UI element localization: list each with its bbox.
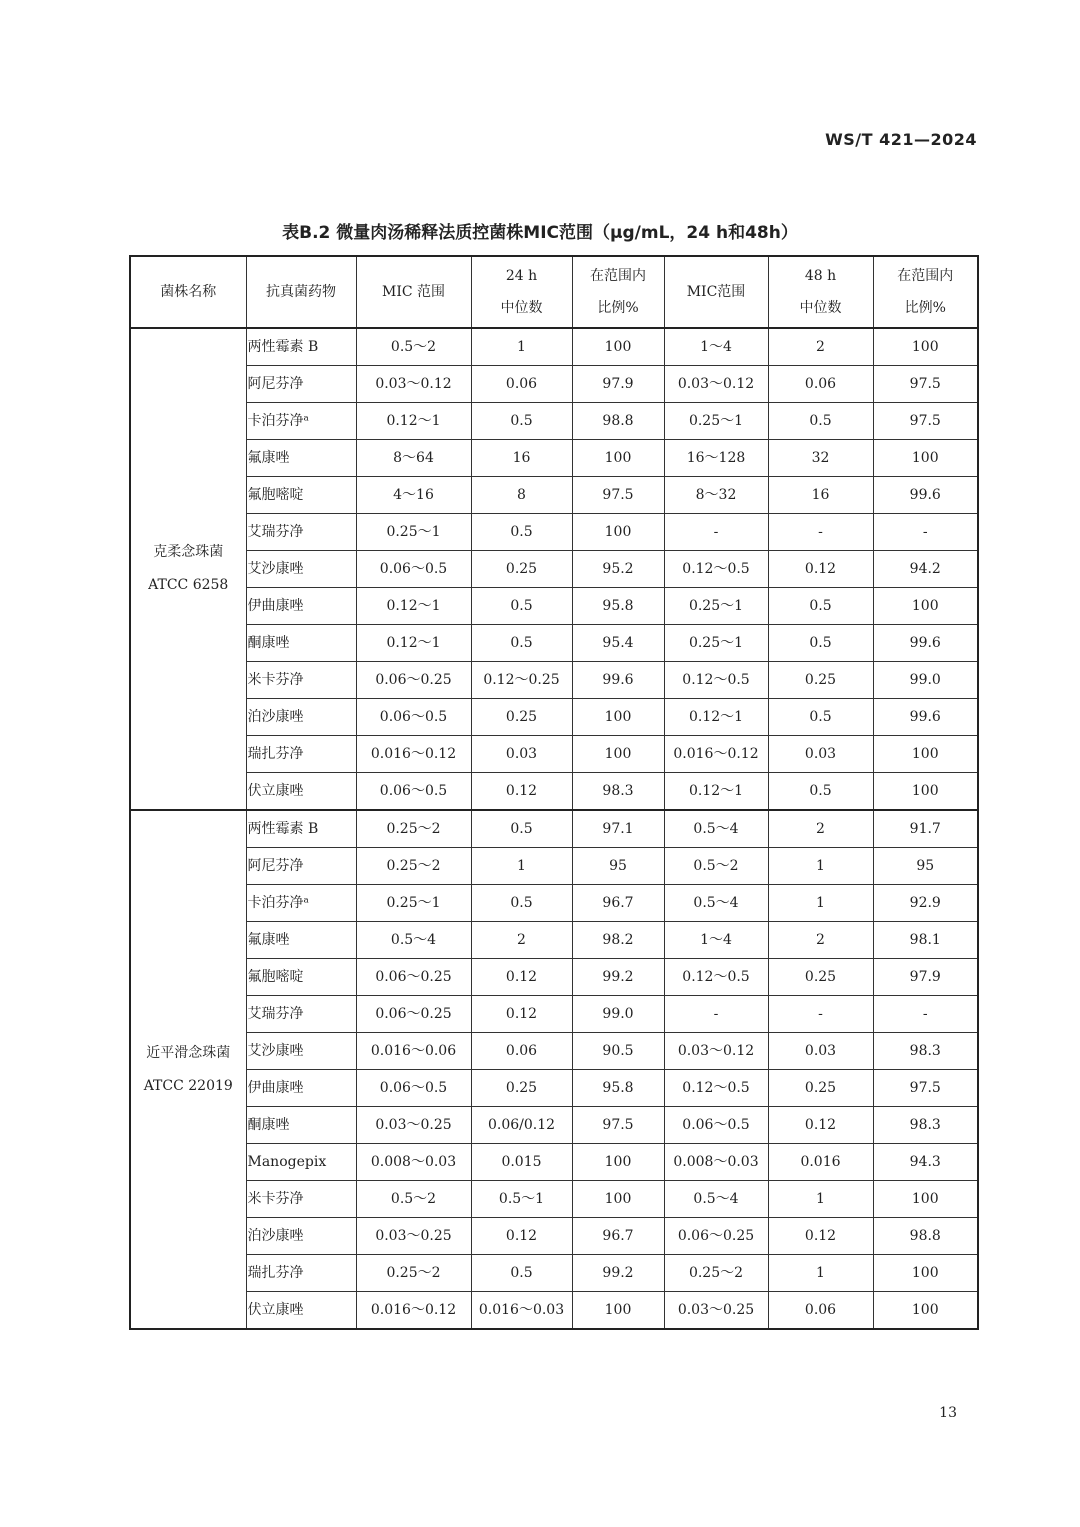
value-cell: 0.12 xyxy=(471,1218,572,1255)
value-cell: 0.12～1 xyxy=(664,699,768,736)
column-header-line: 在范围内 xyxy=(897,268,954,284)
value-cell: 97.5 xyxy=(873,1070,978,1107)
value-cell: 92.9 xyxy=(873,885,978,922)
value-cell: 1 xyxy=(768,885,873,922)
table-row xyxy=(130,1107,978,1144)
value-cell: 0.12 xyxy=(768,551,873,588)
value-cell: 0.06～0.25 xyxy=(356,996,471,1033)
qc-mic-table xyxy=(129,255,979,1330)
strain-name-cell xyxy=(130,810,246,1329)
value-cell: 100 xyxy=(572,736,664,773)
drug-name-cell: 伏立康唑 xyxy=(246,773,356,811)
value-cell: 99.6 xyxy=(873,477,978,514)
value-cell: 97.5 xyxy=(572,1107,664,1144)
value-cell: 2 xyxy=(768,328,873,366)
column-header xyxy=(471,256,572,328)
drug-name-cell: 伊曲康唑 xyxy=(246,588,356,625)
value-cell: 0.25～1 xyxy=(356,514,471,551)
value-cell: 0.5 xyxy=(768,625,873,662)
drug-name-cell: 氟胞嘧啶 xyxy=(246,477,356,514)
value-cell: 100 xyxy=(873,1255,978,1292)
value-cell: 0.25～2 xyxy=(356,810,471,848)
value-cell: 96.7 xyxy=(572,885,664,922)
value-cell: 1～4 xyxy=(664,922,768,959)
drug-name-cell: 艾瑞芬净 xyxy=(246,514,356,551)
drug-name-cell: 卡泊芬净ᵃ xyxy=(246,885,356,922)
value-cell: 0.12～1 xyxy=(356,403,471,440)
value-cell: 0.12～0.5 xyxy=(664,1070,768,1107)
column-header-line: 比例% xyxy=(904,300,946,316)
value-cell: 0.25 xyxy=(471,1070,572,1107)
value-cell: 0.03～0.25 xyxy=(356,1218,471,1255)
table-row xyxy=(130,922,978,959)
value-cell: 0.06～0.25 xyxy=(664,1218,768,1255)
column-header-line: 中位数 xyxy=(500,300,543,316)
drug-name-cell: Manogepix xyxy=(246,1144,356,1181)
value-cell: 100 xyxy=(572,440,664,477)
value-cell: 0.03～0.25 xyxy=(664,1292,768,1330)
value-cell: 1～4 xyxy=(664,328,768,366)
value-cell: 0.12～0.5 xyxy=(664,959,768,996)
value-cell: 0.25～2 xyxy=(356,848,471,885)
value-cell: 2 xyxy=(768,810,873,848)
drug-name-cell: 伊曲康唑 xyxy=(246,1070,356,1107)
value-cell: 100 xyxy=(572,1181,664,1218)
column-header-line: 中位数 xyxy=(799,300,842,316)
value-cell: - xyxy=(768,996,873,1033)
value-cell: 99.0 xyxy=(873,662,978,699)
value-cell: 8～64 xyxy=(356,440,471,477)
value-cell: 0.06～0.25 xyxy=(356,662,471,699)
value-cell: 0.03～0.12 xyxy=(356,366,471,403)
value-cell: 0.12 xyxy=(471,959,572,996)
table-row xyxy=(130,1033,978,1070)
value-cell: 0.25 xyxy=(768,662,873,699)
value-cell: 0.016 xyxy=(768,1144,873,1181)
value-cell: 94.3 xyxy=(873,1144,978,1181)
value-cell: 99.2 xyxy=(572,1255,664,1292)
table-row xyxy=(130,662,978,699)
value-cell: 0.5 xyxy=(471,625,572,662)
table-row xyxy=(130,588,978,625)
value-cell: 0.25 xyxy=(471,699,572,736)
column-header-line: 抗真菌药物 xyxy=(266,284,336,300)
strain-name-cell xyxy=(130,328,246,810)
value-cell: - xyxy=(873,514,978,551)
value-cell: 1 xyxy=(471,328,572,366)
column-header-line: 24 h xyxy=(505,268,538,284)
value-cell: 2 xyxy=(768,922,873,959)
value-cell: 100 xyxy=(572,699,664,736)
value-cell: 94.2 xyxy=(873,551,978,588)
value-cell: 0.5～1 xyxy=(471,1181,572,1218)
value-cell: 0.008～0.03 xyxy=(664,1144,768,1181)
table-row xyxy=(130,440,978,477)
value-cell: 0.5～2 xyxy=(356,1181,471,1218)
value-cell: 0.06～0.5 xyxy=(356,699,471,736)
value-cell: 98.8 xyxy=(873,1218,978,1255)
value-cell: 2 xyxy=(471,922,572,959)
value-cell: 0.12～1 xyxy=(664,773,768,811)
drug-name-cell: 艾沙康唑 xyxy=(246,551,356,588)
drug-name-cell: 阿尼芬净 xyxy=(246,366,356,403)
value-cell: 100 xyxy=(873,1181,978,1218)
value-cell: 95.8 xyxy=(572,1070,664,1107)
value-cell: - xyxy=(768,514,873,551)
value-cell: 0.25～1 xyxy=(356,885,471,922)
table-row xyxy=(130,885,978,922)
value-cell: 95.2 xyxy=(572,551,664,588)
value-cell: 0.5 xyxy=(471,810,572,848)
value-cell: - xyxy=(664,996,768,1033)
value-cell: 16 xyxy=(768,477,873,514)
drug-name-cell: 瑞扎芬净 xyxy=(246,736,356,773)
value-cell: 0.06～0.5 xyxy=(356,773,471,811)
value-cell: 0.12 xyxy=(768,1107,873,1144)
value-cell: 95 xyxy=(572,848,664,885)
value-cell: 0.25 xyxy=(471,551,572,588)
value-cell: 0.03～0.25 xyxy=(356,1107,471,1144)
drug-name-cell: 米卡芬净 xyxy=(246,662,356,699)
value-cell: 0.016～0.06 xyxy=(356,1033,471,1070)
value-cell: 0.5 xyxy=(471,588,572,625)
table-row xyxy=(130,996,978,1033)
value-cell: 0.03 xyxy=(471,736,572,773)
value-cell: 100 xyxy=(873,328,978,366)
value-cell: 0.016～0.12 xyxy=(356,736,471,773)
value-cell: 99.2 xyxy=(572,959,664,996)
drug-name-cell: 酮康唑 xyxy=(246,1107,356,1144)
value-cell: 99.0 xyxy=(572,996,664,1033)
drug-name-cell: 两性霉素 B xyxy=(246,328,356,366)
strain-name-line: ATCC 6258 xyxy=(148,577,229,593)
value-cell: 0.06/0.12 xyxy=(471,1107,572,1144)
value-cell: 0.25～1 xyxy=(664,588,768,625)
column-header xyxy=(356,256,471,328)
table-row xyxy=(130,736,978,773)
drug-name-cell: 氟康唑 xyxy=(246,922,356,959)
column-header-line: 在范围内 xyxy=(590,268,646,284)
value-cell: 100 xyxy=(572,1144,664,1181)
value-cell: 0.5～4 xyxy=(664,1181,768,1218)
column-header xyxy=(246,256,356,328)
value-cell: 0.016～0.12 xyxy=(356,1292,471,1330)
column-header xyxy=(572,256,664,328)
table-row xyxy=(130,366,978,403)
column-header-line: 比例% xyxy=(597,300,639,316)
value-cell: 0.5～4 xyxy=(664,885,768,922)
value-cell: 0.25～2 xyxy=(356,1255,471,1292)
value-cell: 0.06～0.5 xyxy=(356,1070,471,1107)
value-cell: 0.5 xyxy=(471,403,572,440)
table-row xyxy=(130,625,978,662)
strain-name-line: ATCC 22019 xyxy=(143,1077,233,1094)
value-cell: 0.03～0.12 xyxy=(664,1033,768,1070)
value-cell: 0.5～2 xyxy=(356,328,471,366)
value-cell: 0.06 xyxy=(471,1033,572,1070)
value-cell: 0.016～0.12 xyxy=(664,736,768,773)
value-cell: 1 xyxy=(768,1255,873,1292)
value-cell: 0.25～1 xyxy=(664,403,768,440)
column-header-line: 菌株名称 xyxy=(160,284,217,300)
value-cell: 4～16 xyxy=(356,477,471,514)
value-cell: 0.06～0.5 xyxy=(664,1107,768,1144)
column-header xyxy=(130,256,246,328)
value-cell: 8～32 xyxy=(664,477,768,514)
value-cell: 99.6 xyxy=(572,662,664,699)
drug-name-cell: 泊沙康唑 xyxy=(246,1218,356,1255)
drug-name-cell: 瑞扎芬净 xyxy=(246,1255,356,1292)
column-header-line: MIC 范围 xyxy=(381,284,446,300)
value-cell: 0.5 xyxy=(768,588,873,625)
value-cell: 0.06～0.25 xyxy=(356,959,471,996)
value-cell: 100 xyxy=(873,588,978,625)
table-row xyxy=(130,1181,978,1218)
value-cell: 90.5 xyxy=(572,1033,664,1070)
drug-name-cell: 艾瑞芬净 xyxy=(246,996,356,1033)
value-cell: 98.1 xyxy=(873,922,978,959)
value-cell: 16～128 xyxy=(664,440,768,477)
table-row xyxy=(130,477,978,514)
value-cell: 1 xyxy=(768,848,873,885)
value-cell: 97.9 xyxy=(572,366,664,403)
table-row xyxy=(130,699,978,736)
table-row xyxy=(130,810,978,848)
drug-name-cell: 氟康唑 xyxy=(246,440,356,477)
value-cell: 97.5 xyxy=(873,403,978,440)
drug-name-cell: 两性霉素 B xyxy=(246,810,356,848)
drug-name-cell: 米卡芬净 xyxy=(246,1181,356,1218)
value-cell: 0.5 xyxy=(768,403,873,440)
value-cell: 0.5 xyxy=(471,514,572,551)
table-row xyxy=(130,773,978,811)
value-cell: 99.6 xyxy=(873,699,978,736)
table-title: 表B.2 微量肉汤稀释法质控菌株MIC范围（μg/mL，24 h和48h） xyxy=(282,223,798,243)
column-header-line: MIC范围 xyxy=(686,284,746,300)
value-cell: 99.6 xyxy=(873,625,978,662)
page-number: 13 xyxy=(939,1405,957,1421)
drug-name-cell: 氟胞嘧啶 xyxy=(246,959,356,996)
drug-name-cell: 伏立康唑 xyxy=(246,1292,356,1330)
value-cell: 1 xyxy=(471,848,572,885)
value-cell: 0.12 xyxy=(471,773,572,811)
value-cell: 0.12 xyxy=(471,996,572,1033)
table-row xyxy=(130,1292,978,1330)
value-cell: 97.1 xyxy=(572,810,664,848)
value-cell: 95 xyxy=(873,848,978,885)
value-cell: 0.12～1 xyxy=(356,588,471,625)
value-cell: 0.12～0.5 xyxy=(664,662,768,699)
strain-name-line: 克柔念珠菌 xyxy=(153,544,224,560)
value-cell: 100 xyxy=(572,1292,664,1330)
value-cell: 98.3 xyxy=(873,1107,978,1144)
column-header xyxy=(664,256,768,328)
value-cell: 0.25～1 xyxy=(664,625,768,662)
value-cell: 98.2 xyxy=(572,922,664,959)
value-cell: 32 xyxy=(768,440,873,477)
value-cell: 0.06 xyxy=(471,366,572,403)
value-cell: 0.016～0.03 xyxy=(471,1292,572,1330)
value-cell: 0.06～0.5 xyxy=(356,551,471,588)
value-cell: 0.03 xyxy=(768,1033,873,1070)
table-row xyxy=(130,551,978,588)
strain-name-line: 近平滑念珠菌 xyxy=(146,1044,231,1061)
table-row xyxy=(130,328,978,366)
table-row xyxy=(130,848,978,885)
table-row xyxy=(130,514,978,551)
value-cell: 8 xyxy=(471,477,572,514)
value-cell: 0.015 xyxy=(471,1144,572,1181)
value-cell: 0.5～2 xyxy=(664,848,768,885)
value-cell: 0.12～0.25 xyxy=(471,662,572,699)
header-row xyxy=(130,256,978,328)
value-cell: 0.5 xyxy=(768,773,873,811)
value-cell: 100 xyxy=(873,773,978,811)
value-cell: 0.5～4 xyxy=(664,810,768,848)
table-row xyxy=(130,1070,978,1107)
value-cell: 0.03～0.12 xyxy=(664,366,768,403)
drug-name-cell: 艾沙康唑 xyxy=(246,1033,356,1070)
value-cell: 16 xyxy=(471,440,572,477)
value-cell: 98.8 xyxy=(572,403,664,440)
value-cell: 95.4 xyxy=(572,625,664,662)
value-cell: 100 xyxy=(572,328,664,366)
table-row xyxy=(130,403,978,440)
table-row xyxy=(130,959,978,996)
value-cell: 0.5 xyxy=(471,885,572,922)
drug-name-cell: 阿尼芬净 xyxy=(246,848,356,885)
value-cell: 91.7 xyxy=(873,810,978,848)
value-cell: 0.5 xyxy=(768,699,873,736)
value-cell: 0.5～4 xyxy=(356,922,471,959)
value-cell: 97.5 xyxy=(572,477,664,514)
value-cell: 0.12～0.5 xyxy=(664,551,768,588)
value-cell: 0.25 xyxy=(768,1070,873,1107)
value-cell: 0.5 xyxy=(471,1255,572,1292)
drug-name-cell: 酮康唑 xyxy=(246,625,356,662)
column-header-line: 48 h xyxy=(804,268,837,284)
table-row xyxy=(130,1144,978,1181)
value-cell: - xyxy=(873,996,978,1033)
value-cell: 0.25 xyxy=(768,959,873,996)
value-cell: - xyxy=(664,514,768,551)
value-cell: 96.7 xyxy=(572,1218,664,1255)
value-cell: 0.12～1 xyxy=(356,625,471,662)
value-cell: 100 xyxy=(873,440,978,477)
column-header xyxy=(768,256,873,328)
value-cell: 100 xyxy=(873,1292,978,1330)
value-cell: 98.3 xyxy=(873,1033,978,1070)
value-cell: 0.06 xyxy=(768,366,873,403)
column-header xyxy=(873,256,978,328)
value-cell: 97.9 xyxy=(873,959,978,996)
value-cell: 98.3 xyxy=(572,773,664,811)
value-cell: 0.008～0.03 xyxy=(356,1144,471,1181)
value-cell: 0.12 xyxy=(768,1218,873,1255)
value-cell: 1 xyxy=(768,1181,873,1218)
value-cell: 97.5 xyxy=(873,366,978,403)
value-cell: 95.8 xyxy=(572,588,664,625)
drug-name-cell: 卡泊芬净ᵃ xyxy=(246,403,356,440)
value-cell: 100 xyxy=(572,514,664,551)
table-row xyxy=(130,1255,978,1292)
value-cell: 0.25～2 xyxy=(664,1255,768,1292)
value-cell: 0.06 xyxy=(768,1292,873,1330)
table-row xyxy=(130,1218,978,1255)
standard-code: WS/T 421—2024 xyxy=(825,130,977,149)
value-cell: 100 xyxy=(873,736,978,773)
value-cell: 0.03 xyxy=(768,736,873,773)
drug-name-cell: 泊沙康唑 xyxy=(246,699,356,736)
